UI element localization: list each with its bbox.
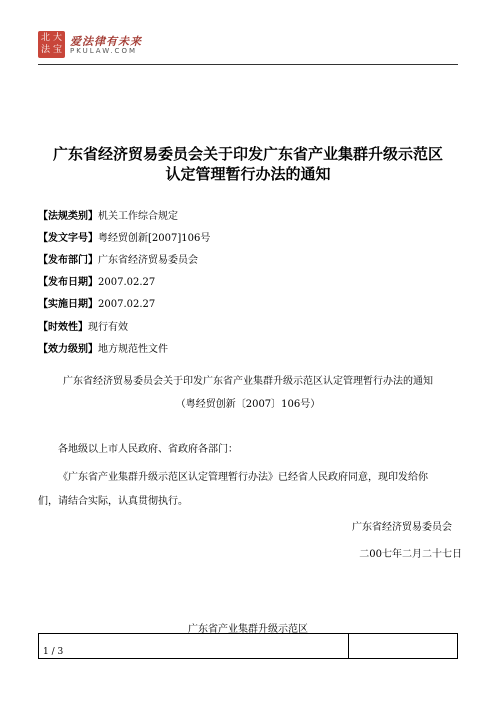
header-divider [38,64,458,65]
document-title-line-1: 广东省经济贸易委员会关于印发广东省产业集群升级示范区 [52,145,443,163]
logo-seal-char: 大 [53,33,63,43]
salutation: 各地级以上市人民政府、省政府各部门： [58,444,238,455]
meta-value: 机关工作综合规定 [98,211,178,222]
meta-effective-date [38,295,155,310]
meta-key: 【时效性】 [38,322,88,333]
signature: 广东省经济贸易委员会 [352,522,452,533]
meta-category [38,207,178,222]
logo-seal [38,31,65,58]
meta-value: 粤经贸创新[2007]106号 [98,233,211,244]
meta-value: 现行有效 [88,322,128,333]
paragraph-line-1: 《广东省产业集群升级示范区认定管理暂行办法》已经省人民政府同意，现印发给你 [58,472,428,483]
paragraph-line-2: 们，请结合实际，认真贯彻执行。 [38,496,188,507]
logo-url: PKULAW.COM [70,47,137,55]
meta-doc-number [38,229,210,244]
meta-key: 【实施日期】 [38,299,98,310]
meta-issuer [38,251,198,266]
attachment-title: 广东省产业集群升级示范区 [188,624,308,635]
meta-level [38,340,168,355]
page-indicator: 1 / 3 [43,647,64,657]
logo-name: 爱法律有未来 [70,35,142,48]
signature-date: 二00七年二月二十七日 [359,549,462,560]
doc-number: （粤经贸创新〔2007〕106号） [175,399,321,410]
meta-value: 地方规范性文件 [98,344,168,355]
meta-key: 【发布日期】 [38,277,98,288]
meta-issue-date [38,273,155,288]
meta-key: 【发文字号】 [38,233,98,244]
meta-value: 广东省经济贸易委员会 [98,255,198,266]
meta-key: 【法规类别】 [38,211,98,222]
meta-key: 【发布部门】 [38,255,98,266]
meta-validity [38,318,128,333]
footer-cell-divider [348,634,349,658]
document-title-line-2: 认定管理暂行办法的通知 [165,165,331,183]
logo-seal-char: 法 [41,45,51,55]
logo-seal-char: 宝 [53,45,63,55]
meta-value: 2007.02.27 [98,277,156,288]
logo-seal-char: 北 [41,33,51,43]
footer-table [38,633,458,659]
body-title: 广东省经济贸易委员会关于印发广东省产业集群升级示范区认定管理暂行办法的通知 [63,376,433,387]
pkulaw-logo [38,31,154,61]
meta-key: 【效力级别】 [38,344,98,355]
meta-value: 2007.02.27 [98,299,156,310]
